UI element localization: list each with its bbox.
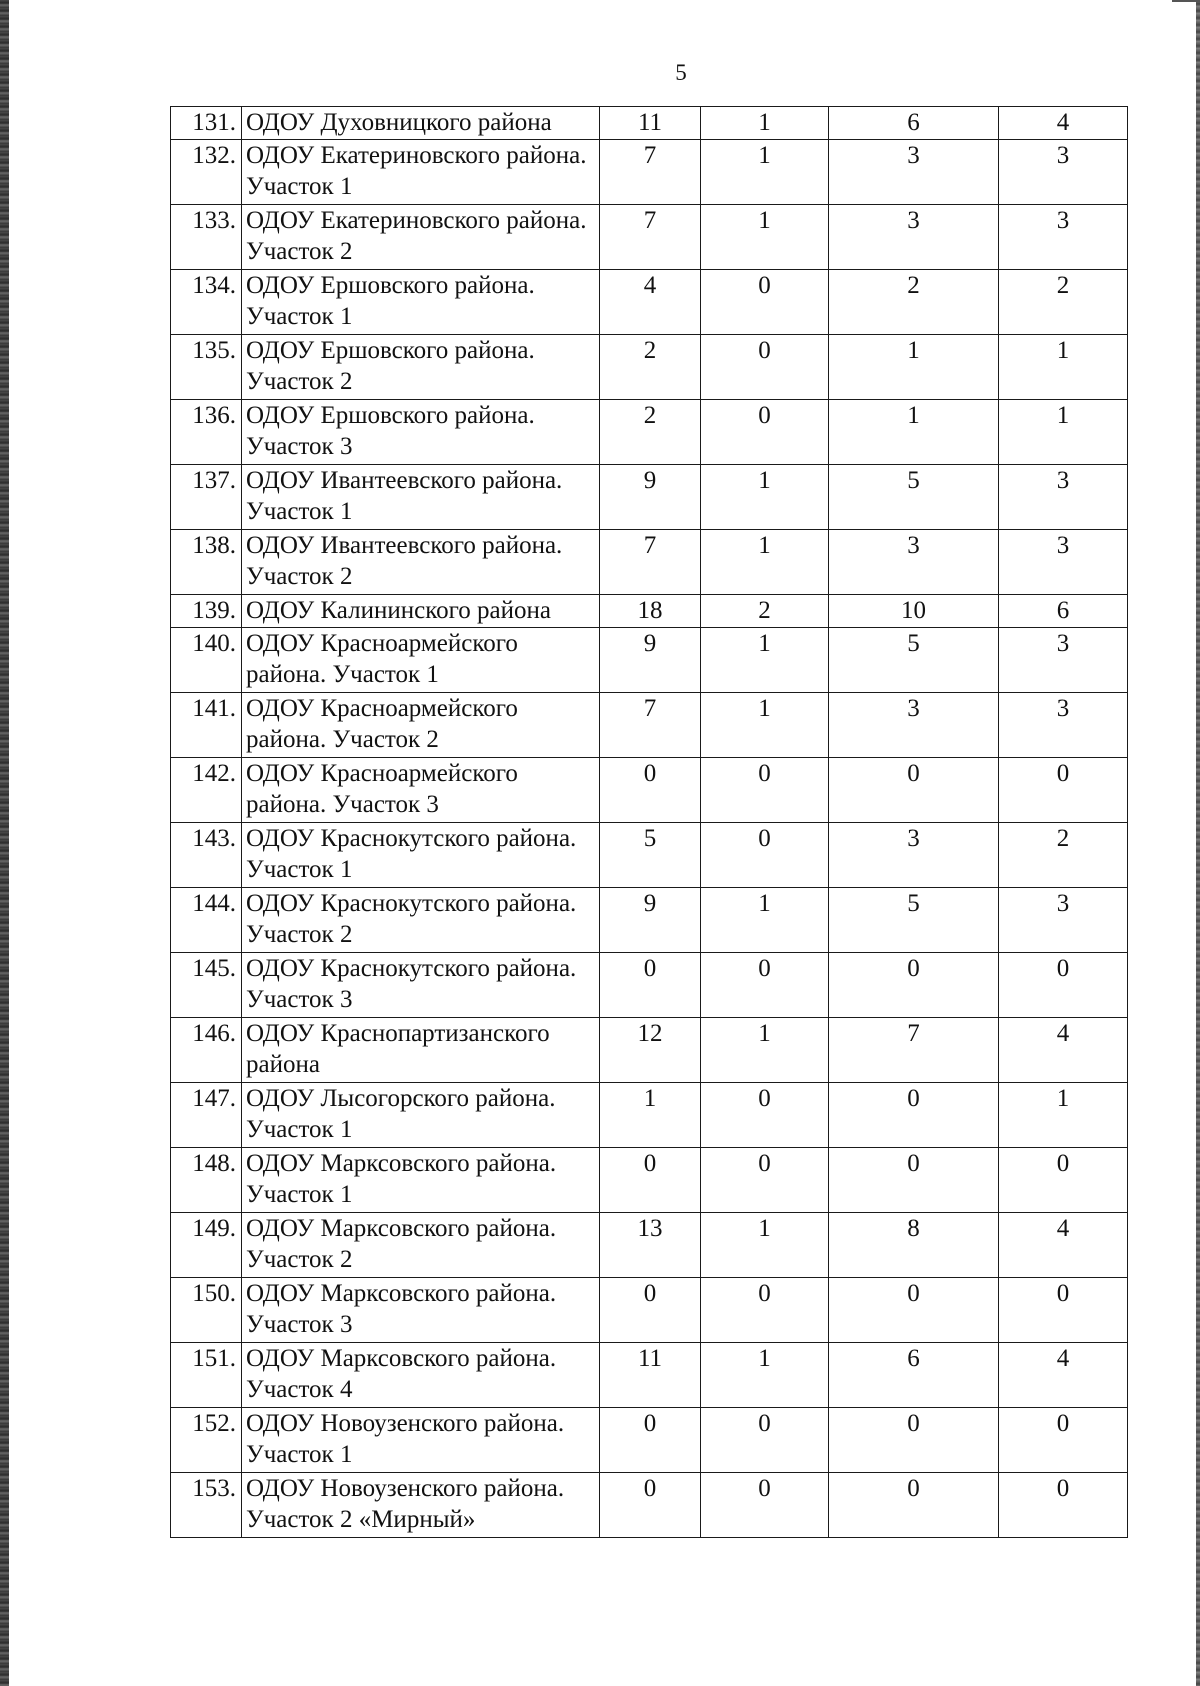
table-row xyxy=(171,1408,1128,1473)
table-row xyxy=(171,140,1128,205)
value-1-cell: 11 xyxy=(600,107,701,140)
value-2-cell: 0 xyxy=(701,1148,829,1213)
value-3-cell: 1 xyxy=(829,335,999,400)
value-1-cell: 9 xyxy=(600,465,701,530)
value-1-cell: 4 xyxy=(600,270,701,335)
row-name-cell: ОДОУ Ивантеевского района. Участок 1 xyxy=(242,465,600,530)
table-row xyxy=(171,107,1128,140)
value-4-cell: 4 xyxy=(999,107,1128,140)
value-1-cell: 0 xyxy=(600,758,701,823)
value-4-cell: 0 xyxy=(999,1408,1128,1473)
row-name-cell: ОДОУ Лысогорского района. Участок 1 xyxy=(242,1083,600,1148)
table-row xyxy=(171,270,1128,335)
data-table xyxy=(170,106,1128,1538)
value-4-cell: 0 xyxy=(999,953,1128,1018)
value-4-cell: 0 xyxy=(999,1278,1128,1343)
value-1-cell: 9 xyxy=(600,888,701,953)
row-name-cell: ОДОУ Марксовского района. Участок 1 xyxy=(242,1148,600,1213)
row-number-cell: 138. xyxy=(171,530,242,595)
table-row xyxy=(171,335,1128,400)
value-4-cell: 2 xyxy=(999,270,1128,335)
value-3-cell: 3 xyxy=(829,530,999,595)
row-name-cell: ОДОУ Красноармейского района. Участок 3 xyxy=(242,758,600,823)
table-row xyxy=(171,693,1128,758)
row-name-cell: ОДОУ Ершовского района. Участок 3 xyxy=(242,400,600,465)
value-4-cell: 0 xyxy=(999,1148,1128,1213)
value-4-cell: 3 xyxy=(999,140,1128,205)
table-row xyxy=(171,758,1128,823)
table-row xyxy=(171,1343,1128,1408)
value-2-cell: 0 xyxy=(701,758,829,823)
value-1-cell: 0 xyxy=(600,1278,701,1343)
value-3-cell: 0 xyxy=(829,1083,999,1148)
row-name-cell: ОДОУ Екатериновского района. Участок 2 xyxy=(242,205,600,270)
value-3-cell: 0 xyxy=(829,1408,999,1473)
value-2-cell: 0 xyxy=(701,400,829,465)
row-name-cell: ОДОУ Ершовского района. Участок 2 xyxy=(242,335,600,400)
row-number-cell: 145. xyxy=(171,953,242,1018)
value-3-cell: 0 xyxy=(829,1278,999,1343)
value-1-cell: 0 xyxy=(600,1473,701,1538)
value-2-cell: 1 xyxy=(701,140,829,205)
value-3-cell: 2 xyxy=(829,270,999,335)
value-3-cell: 3 xyxy=(829,205,999,270)
row-name-cell: ОДОУ Краснокутского района. Участок 2 xyxy=(242,888,600,953)
row-name-cell: ОДОУ Ивантеевского района. Участок 2 xyxy=(242,530,600,595)
table-row xyxy=(171,953,1128,1018)
value-3-cell: 6 xyxy=(829,1343,999,1408)
value-1-cell: 12 xyxy=(600,1018,701,1083)
value-2-cell: 1 xyxy=(701,107,829,140)
value-3-cell: 10 xyxy=(829,595,999,628)
value-3-cell: 5 xyxy=(829,888,999,953)
row-number-cell: 143. xyxy=(171,823,242,888)
value-2-cell: 0 xyxy=(701,1083,829,1148)
value-1-cell: 0 xyxy=(600,1408,701,1473)
value-4-cell: 4 xyxy=(999,1018,1128,1083)
value-2-cell: 0 xyxy=(701,1278,829,1343)
value-2-cell: 0 xyxy=(701,1473,829,1538)
row-name-cell: ОДОУ Марксовского района. Участок 2 xyxy=(242,1213,600,1278)
row-number-cell: 152. xyxy=(171,1408,242,1473)
value-2-cell: 1 xyxy=(701,693,829,758)
table-row xyxy=(171,465,1128,530)
value-4-cell: 1 xyxy=(999,400,1128,465)
row-name-cell: ОДОУ Духовницкого района xyxy=(242,107,600,140)
table-row xyxy=(171,1473,1128,1538)
value-3-cell: 6 xyxy=(829,107,999,140)
value-1-cell: 7 xyxy=(600,140,701,205)
value-3-cell: 0 xyxy=(829,1473,999,1538)
value-4-cell: 3 xyxy=(999,530,1128,595)
value-1-cell: 5 xyxy=(600,823,701,888)
row-number-cell: 131. xyxy=(171,107,242,140)
row-number-cell: 133. xyxy=(171,205,242,270)
row-name-cell: ОДОУ Краснокутского района. Участок 3 xyxy=(242,953,600,1018)
value-2-cell: 1 xyxy=(701,628,829,693)
table-row xyxy=(171,823,1128,888)
table-row xyxy=(171,205,1128,270)
row-name-cell: ОДОУ Ершовского района. Участок 1 xyxy=(242,270,600,335)
value-4-cell: 2 xyxy=(999,823,1128,888)
row-name-cell: ОДОУ Красноармейского района. Участок 2 xyxy=(242,693,600,758)
row-number-cell: 149. xyxy=(171,1213,242,1278)
row-number-cell: 151. xyxy=(171,1343,242,1408)
table-row xyxy=(171,530,1128,595)
value-3-cell: 3 xyxy=(829,140,999,205)
value-3-cell: 0 xyxy=(829,953,999,1018)
row-number-cell: 150. xyxy=(171,1278,242,1343)
value-4-cell: 1 xyxy=(999,335,1128,400)
value-1-cell: 0 xyxy=(600,953,701,1018)
row-name-cell: ОДОУ Новоузенского района. Участок 1 xyxy=(242,1408,600,1473)
value-1-cell: 13 xyxy=(600,1213,701,1278)
value-2-cell: 1 xyxy=(701,1018,829,1083)
value-4-cell: 0 xyxy=(999,758,1128,823)
value-2-cell: 0 xyxy=(701,1408,829,1473)
table-row xyxy=(171,1018,1128,1083)
value-4-cell: 3 xyxy=(999,628,1128,693)
value-3-cell: 5 xyxy=(829,628,999,693)
row-number-cell: 137. xyxy=(171,465,242,530)
scan-edge-right xyxy=(1196,0,1200,1686)
value-3-cell: 3 xyxy=(829,693,999,758)
value-2-cell: 1 xyxy=(701,465,829,530)
value-2-cell: 0 xyxy=(701,270,829,335)
value-1-cell: 1 xyxy=(600,1083,701,1148)
table-row xyxy=(171,1148,1128,1213)
table-row xyxy=(171,628,1128,693)
row-number-cell: 153. xyxy=(171,1473,242,1538)
row-number-cell: 140. xyxy=(171,628,242,693)
value-1-cell: 18 xyxy=(600,595,701,628)
row-name-cell: ОДОУ Новоузенского района. Участок 2 «Мирный» xyxy=(242,1473,600,1538)
scan-edge-left xyxy=(0,0,9,1686)
row-name-cell: ОДОУ Красноармейского района. Участок 1 xyxy=(242,628,600,693)
table-body xyxy=(171,107,1128,1538)
value-3-cell: 7 xyxy=(829,1018,999,1083)
value-4-cell: 3 xyxy=(999,693,1128,758)
row-number-cell: 134. xyxy=(171,270,242,335)
row-number-cell: 136. xyxy=(171,400,242,465)
value-4-cell: 4 xyxy=(999,1343,1128,1408)
row-name-cell: ОДОУ Краснопартизанского района xyxy=(242,1018,600,1083)
value-4-cell: 3 xyxy=(999,205,1128,270)
value-2-cell: 2 xyxy=(701,595,829,628)
scan-edge-top xyxy=(1172,0,1200,2)
value-2-cell: 1 xyxy=(701,1343,829,1408)
row-name-cell: ОДОУ Марксовского района. Участок 3 xyxy=(242,1278,600,1343)
value-1-cell: 11 xyxy=(600,1343,701,1408)
value-4-cell: 3 xyxy=(999,888,1128,953)
row-number-cell: 142. xyxy=(171,758,242,823)
row-number-cell: 141. xyxy=(171,693,242,758)
row-name-cell: ОДОУ Екатериновского района. Участок 1 xyxy=(242,140,600,205)
value-2-cell: 1 xyxy=(701,530,829,595)
value-1-cell: 9 xyxy=(600,628,701,693)
row-name-cell: ОДОУ Калининского района xyxy=(242,595,600,628)
value-3-cell: 0 xyxy=(829,758,999,823)
value-2-cell: 1 xyxy=(701,205,829,270)
value-2-cell: 1 xyxy=(701,888,829,953)
table-row xyxy=(171,1083,1128,1148)
value-4-cell: 3 xyxy=(999,465,1128,530)
table-row xyxy=(171,1278,1128,1343)
value-4-cell: 0 xyxy=(999,1473,1128,1538)
value-2-cell: 0 xyxy=(701,335,829,400)
value-3-cell: 0 xyxy=(829,1148,999,1213)
row-number-cell: 144. xyxy=(171,888,242,953)
table-row xyxy=(171,595,1128,628)
value-4-cell: 6 xyxy=(999,595,1128,628)
row-number-cell: 132. xyxy=(171,140,242,205)
value-3-cell: 5 xyxy=(829,465,999,530)
table-row xyxy=(171,1213,1128,1278)
table-row xyxy=(171,888,1128,953)
value-2-cell: 0 xyxy=(701,823,829,888)
value-3-cell: 1 xyxy=(829,400,999,465)
table-row xyxy=(171,400,1128,465)
value-2-cell: 0 xyxy=(701,953,829,1018)
row-name-cell: ОДОУ Марксовского района. Участок 4 xyxy=(242,1343,600,1408)
row-number-cell: 148. xyxy=(171,1148,242,1213)
row-number-cell: 135. xyxy=(171,335,242,400)
value-3-cell: 3 xyxy=(829,823,999,888)
value-2-cell: 1 xyxy=(701,1213,829,1278)
value-4-cell: 1 xyxy=(999,1083,1128,1148)
value-3-cell: 8 xyxy=(829,1213,999,1278)
value-4-cell: 4 xyxy=(999,1213,1128,1278)
value-1-cell: 7 xyxy=(600,205,701,270)
value-1-cell: 0 xyxy=(600,1148,701,1213)
value-1-cell: 2 xyxy=(600,335,701,400)
value-1-cell: 7 xyxy=(600,530,701,595)
page-number: 5 xyxy=(675,60,687,85)
row-number-cell: 147. xyxy=(171,1083,242,1148)
row-name-cell: ОДОУ Краснокутского района. Участок 1 xyxy=(242,823,600,888)
value-1-cell: 7 xyxy=(600,693,701,758)
row-number-cell: 146. xyxy=(171,1018,242,1083)
row-number-cell: 139. xyxy=(171,595,242,628)
value-1-cell: 2 xyxy=(600,400,701,465)
